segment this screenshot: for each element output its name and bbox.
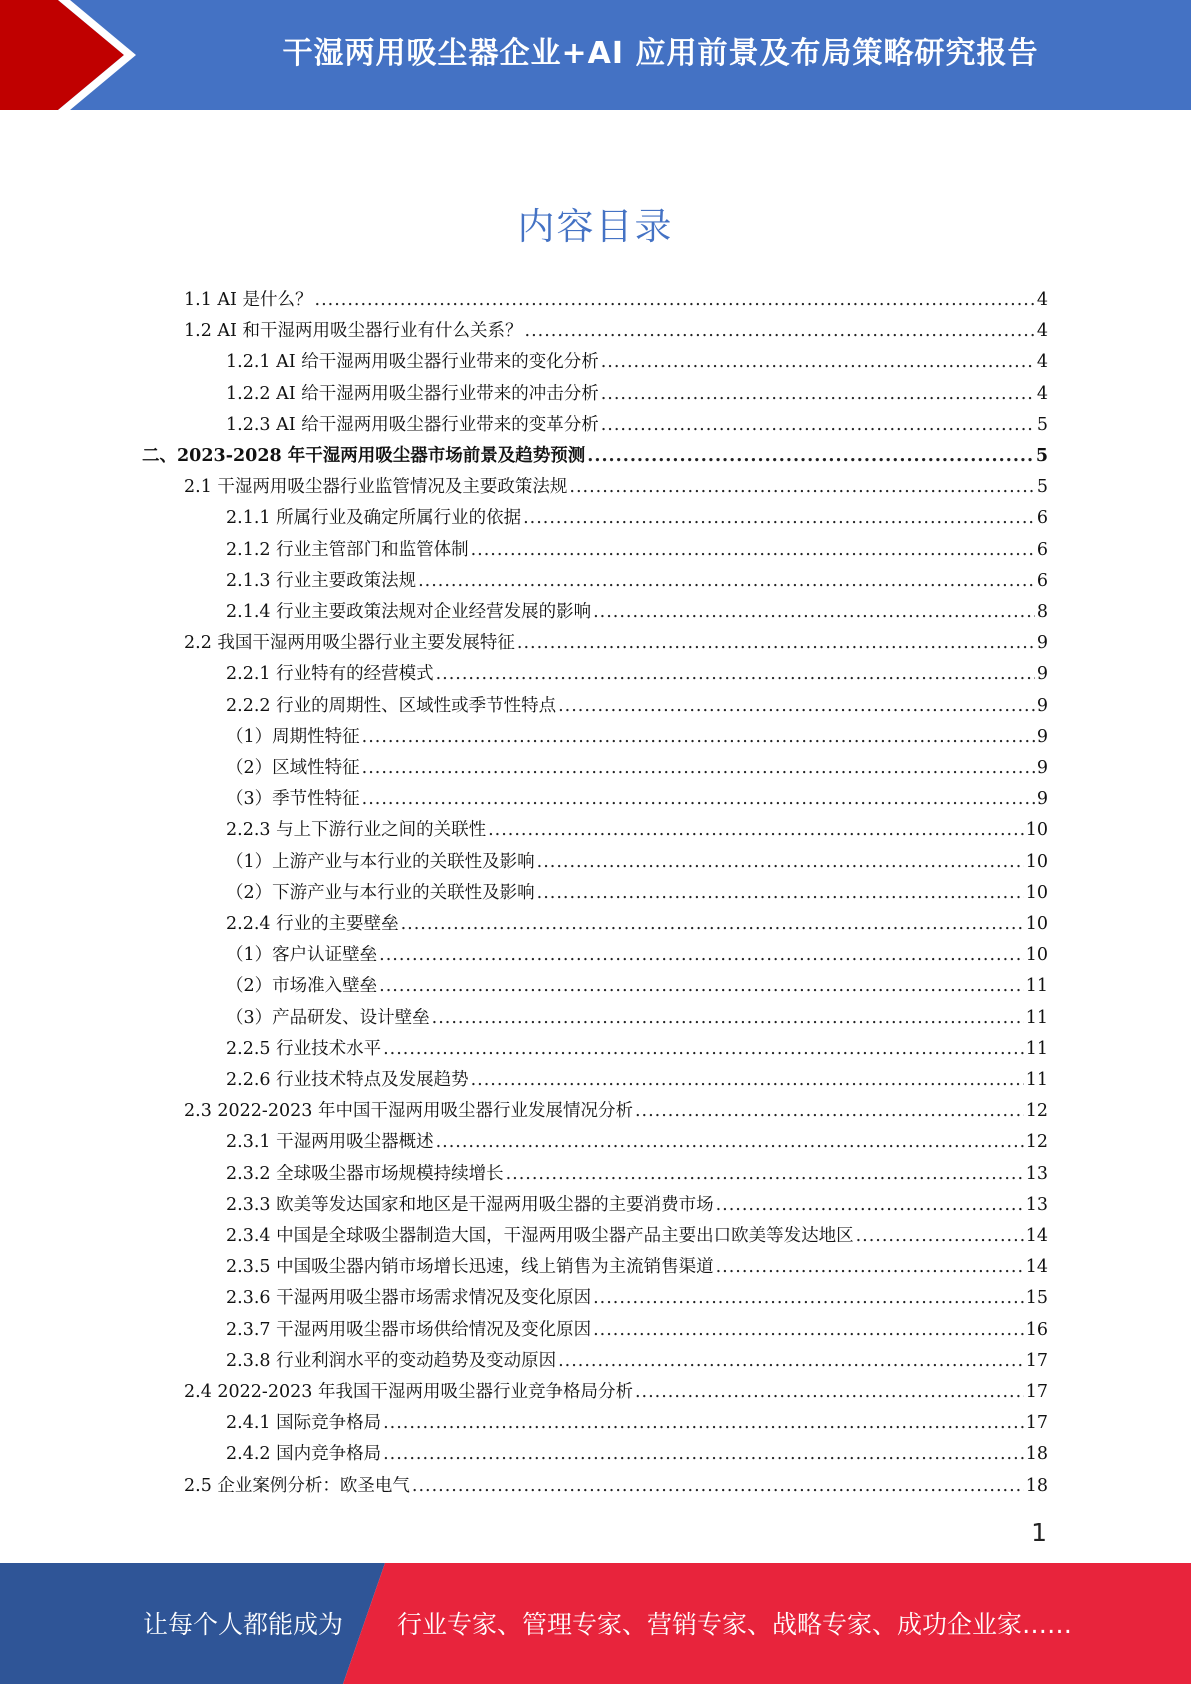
page-number: 1 — [1031, 1518, 1047, 1547]
toc-leader-dots — [525, 316, 1035, 347]
toc-entry[interactable] — [184, 1377, 1048, 1408]
toc-entry[interactable] — [184, 1471, 1048, 1502]
toc-entry[interactable] — [226, 815, 1048, 846]
toc-entry[interactable] — [184, 1096, 1048, 1127]
toc-entry-page: 6 — [1036, 570, 1048, 591]
toc-leader-dots — [593, 597, 1035, 628]
toc-entry-label: 2.5 企业案例分析：欧圣电气 — [184, 1475, 410, 1496]
toc-entry-page: 4 — [1036, 352, 1048, 373]
toc-entry-label: 1.2 AI 和干湿两用吸尘器行业有什么关系？ — [184, 321, 523, 342]
toc-entry-page: 12 — [1025, 1101, 1048, 1122]
toc-entry-page: 6 — [1036, 539, 1048, 560]
toc-entry-label: 2.2.3 与上下游行业之间的关联性 — [226, 820, 487, 841]
toc-entry-label: 2.1 干湿两用吸尘器行业监管情况及主要政策法规 — [184, 477, 568, 498]
toc-entry-label: 2.4.1 国际竞争格局 — [226, 1413, 382, 1434]
toc-leader-dots — [401, 909, 1024, 940]
toc-entry[interactable] — [226, 1408, 1048, 1439]
toc-entry-label: 2.1.4 行业主要政策法规对企业经营发展的影响 — [226, 602, 592, 622]
toc-entry[interactable] — [226, 909, 1048, 940]
toc-leader-dots — [537, 847, 1024, 878]
toc-leader-dots — [593, 1315, 1024, 1346]
toc-entry-label: 2.3.3 欧美等发达国家和地区是干湿两用吸尘器的主要消费市场 — [226, 1194, 714, 1215]
toc-entry-page: 12 — [1025, 1132, 1048, 1153]
toc-entry-label: 2.3.1 干湿两用吸尘器概述 — [226, 1132, 434, 1153]
toc-entry[interactable] — [226, 940, 1048, 971]
toc-leader-dots — [383, 1034, 1024, 1065]
toc-entry-page: 14 — [1025, 1226, 1048, 1246]
toc-entry-page: 11 — [1025, 1070, 1048, 1090]
toc-entry[interactable] — [226, 1159, 1048, 1190]
toc-entry-label: 2.3.7 干湿两用吸尘器市场供给情况及变化原因 — [226, 1319, 592, 1340]
toc-entry-label: 1.2.1 AI 给干湿两用吸尘器行业带来的变化分析 — [226, 352, 599, 373]
toc-entry-label: 2.4 2022-2023 年我国干湿两用吸尘器行业竞争格局分析 — [184, 1382, 633, 1402]
toc-leader-dots — [593, 1283, 1024, 1314]
toc-leader-dots — [432, 1003, 1024, 1034]
toc-leader-dots — [488, 815, 1024, 846]
toc-entry[interactable] — [226, 1346, 1048, 1377]
toc-entry-page: 11 — [1025, 976, 1048, 997]
toc-entry-page: 11 — [1025, 1038, 1048, 1059]
toc-entry[interactable] — [226, 1190, 1048, 1221]
toc-leader-dots — [523, 503, 1035, 534]
toc-entry-label: 2.2.5 行业技术水平 — [226, 1038, 382, 1059]
toc-entry-label: 2.2.2 行业的周期性、区域性或季节性特点 — [226, 695, 557, 716]
toc-leader-dots — [362, 753, 1035, 784]
toc-entry-label: （1）客户认证壁垒 — [226, 945, 378, 966]
toc-entry[interactable] — [226, 1127, 1048, 1158]
toc-leader-dots — [383, 1439, 1024, 1470]
toc-entry-page: 17 — [1025, 1350, 1048, 1371]
toc-leader-dots — [569, 472, 1034, 503]
toc-entry-label: 2.3 2022-2023 年中国干湿两用吸尘器行业发展情况分析 — [184, 1101, 633, 1122]
toc-entry[interactable] — [226, 503, 1048, 534]
toc-entry[interactable] — [226, 878, 1048, 909]
toc-entry-page: 17 — [1025, 1382, 1048, 1402]
toc-entry[interactable] — [226, 379, 1048, 410]
toc-entry[interactable] — [226, 410, 1048, 441]
toc-entry[interactable] — [226, 1003, 1048, 1034]
toc-entry[interactable] — [226, 1439, 1048, 1470]
toc-entry-page: 4 — [1036, 383, 1048, 404]
toc-entry-page: 18 — [1025, 1475, 1048, 1496]
toc-entry-page: 6 — [1036, 508, 1048, 529]
toc-leader-dots — [635, 1377, 1024, 1408]
toc-entry[interactable] — [184, 472, 1048, 503]
page-header — [0, 0, 1191, 110]
toc-entry-label: （2）区域性特征 — [226, 758, 360, 778]
toc-entry-label: 1.2.3 AI 给干湿两用吸尘器行业带来的变革分析 — [226, 414, 599, 435]
toc-leader-dots — [856, 1221, 1024, 1252]
toc-entry[interactable] — [226, 722, 1048, 753]
toc-leader-dots — [537, 878, 1024, 909]
toc-leader-dots — [436, 1127, 1024, 1158]
toc-entry-label: 2.1.1 所属行业及确定所属行业的依据 — [226, 508, 522, 529]
toc-entry-page: 8 — [1036, 602, 1048, 622]
toc-entry[interactable] — [184, 316, 1048, 347]
toc-entry-label: （1）上游产业与本行业的关联性及影响 — [226, 851, 535, 872]
toc-leader-dots — [716, 1190, 1024, 1221]
toc-entry[interactable] — [142, 441, 1048, 472]
toc-entry-page: 5 — [1036, 414, 1048, 435]
toc-leader-dots — [362, 722, 1035, 753]
toc-entry-label: 2.3.4 中国是全球吸尘器制造大国，干湿两用吸尘器产品主要出口欧美等发达地区 — [226, 1226, 854, 1246]
toc-entry-page: 4 — [1036, 290, 1048, 310]
toc-leader-dots — [383, 1408, 1024, 1439]
toc-entry-label: （2）市场准入壁垒 — [226, 976, 378, 997]
toc-entry-label: 2.3.5 中国吸尘器内销市场增长迅速，线上销售为主流销售渠道 — [226, 1257, 714, 1278]
toc-leader-dots — [471, 535, 1035, 566]
toc-leader-dots — [601, 347, 1035, 378]
toc-leader-dots — [587, 441, 1034, 472]
toc-entry-page: 10 — [1025, 945, 1048, 966]
toc-entry-page: 11 — [1025, 1007, 1048, 1028]
toc-entry-page: 17 — [1025, 1413, 1048, 1434]
toc-leader-dots — [362, 784, 1035, 815]
header-title: 干湿两用吸尘器企业+AI 应用前景及布局策略研究报告 — [282, 36, 1039, 71]
toc-leader-dots — [379, 971, 1024, 1002]
toc-entry-label: （1）周期性特征 — [226, 726, 360, 747]
toc-entry[interactable] — [226, 597, 1048, 628]
toc-entry[interactable] — [226, 1283, 1048, 1314]
toc-entry-page: 9 — [1036, 664, 1048, 685]
toc-leader-dots — [601, 379, 1035, 410]
toc-entry-page: 13 — [1025, 1163, 1048, 1184]
toc-entry-label: 2.1.2 行业主管部门和监管体制 — [226, 539, 469, 560]
header-chevron-icon — [0, 0, 160, 110]
toc-entry-page: 9 — [1036, 695, 1048, 716]
toc-title: 内容目录 — [517, 205, 674, 248]
toc-entry-page: 5 — [1036, 477, 1048, 498]
toc-entry[interactable] — [226, 784, 1048, 815]
toc-entry-page: 10 — [1025, 820, 1048, 841]
toc-entry[interactable] — [226, 691, 1048, 722]
toc-entry-label: 2.4.2 国内竞争格局 — [226, 1444, 382, 1465]
toc-entry[interactable] — [226, 1221, 1048, 1252]
toc-leader-dots — [506, 1159, 1024, 1190]
toc-entry[interactable] — [226, 1034, 1048, 1065]
toc-entry[interactable] — [226, 347, 1048, 378]
toc-entry[interactable] — [226, 535, 1048, 566]
toc-entry-label: （3）产品研发、设计壁垒 — [226, 1007, 430, 1028]
toc-entry-page: 14 — [1025, 1257, 1048, 1278]
toc-entry[interactable] — [226, 1065, 1048, 1096]
footer-slogan-left: 让每个人都能成为 — [143, 1610, 344, 1639]
toc-entry[interactable] — [226, 971, 1048, 1002]
toc-entry-page: 9 — [1036, 633, 1048, 654]
toc-entry[interactable] — [184, 628, 1048, 659]
toc-leader-dots — [418, 566, 1035, 597]
toc-leader-dots — [471, 1065, 1024, 1096]
toc-entry[interactable] — [226, 566, 1048, 597]
toc-entry-label: （2）下游产业与本行业的关联性及影响 — [226, 882, 535, 903]
toc-entry-page: 9 — [1036, 726, 1048, 747]
toc-entry[interactable] — [226, 847, 1048, 878]
toc-entry-label: 二、2023-2028 年干湿两用吸尘器市场前景及趋势预测 — [142, 446, 586, 466]
toc-entry-page: 13 — [1025, 1194, 1048, 1215]
toc-leader-dots — [412, 1471, 1024, 1502]
toc-leader-dots — [716, 1252, 1024, 1283]
toc-entry-page: 5 — [1035, 446, 1048, 466]
toc-entry-label: 2.3.8 行业利润水平的变动趋势及变动原因 — [226, 1350, 557, 1371]
toc-leader-dots — [635, 1096, 1024, 1127]
toc-entry-page: 9 — [1036, 758, 1048, 778]
toc-entry[interactable] — [184, 285, 1048, 316]
footer-slogan-right: 行业专家、管理专家、营销专家、战略专家、成功企业家…… — [397, 1610, 1073, 1639]
toc-entry-page: 10 — [1025, 882, 1048, 903]
toc-leader-dots — [558, 1346, 1024, 1377]
toc-entry-page: 10 — [1025, 851, 1048, 872]
toc-entry-label: 2.1.3 行业主要政策法规 — [226, 570, 417, 591]
toc-entry-page: 4 — [1036, 321, 1048, 342]
toc-entry-label: 2.3.6 干湿两用吸尘器市场需求情况及变化原因 — [226, 1288, 592, 1309]
toc-entry-label: （3）季节性特征 — [226, 789, 360, 810]
toc-leader-dots — [601, 410, 1035, 441]
toc-leader-dots — [315, 285, 1035, 316]
toc-entry-label: 2.2.1 行业特有的经营模式 — [226, 664, 434, 685]
toc-entry-label: 2.3.2 全球吸尘器市场规模持续增长 — [226, 1163, 504, 1184]
toc-entry[interactable] — [226, 659, 1048, 690]
toc-entry-page: 10 — [1025, 914, 1048, 934]
toc-entry-page: 18 — [1025, 1444, 1048, 1465]
toc-entry[interactable] — [226, 1252, 1048, 1283]
toc-leader-dots — [379, 940, 1024, 971]
toc-entry-page: 15 — [1025, 1288, 1048, 1309]
toc-entry[interactable] — [226, 753, 1048, 784]
toc-entry-label: 2.2.4 行业的主要壁垒 — [226, 914, 399, 934]
toc-entry-label: 1.2.2 AI 给干湿两用吸尘器行业带来的冲击分析 — [226, 383, 599, 404]
toc-entry-page: 16 — [1025, 1319, 1048, 1340]
toc-leader-dots — [517, 628, 1035, 659]
toc-entry[interactable] — [226, 1315, 1048, 1346]
toc-entry-label: 1.1 AI 是什么？ — [184, 290, 313, 310]
toc-leader-dots — [436, 659, 1035, 690]
toc-entry-label: 2.2.6 行业技术特点及发展趋势 — [226, 1070, 469, 1090]
toc-entry-label: 2.2 我国干湿两用吸尘器行业主要发展特征 — [184, 633, 515, 654]
toc-leader-dots — [558, 691, 1035, 722]
toc-entry-page: 9 — [1036, 789, 1048, 810]
